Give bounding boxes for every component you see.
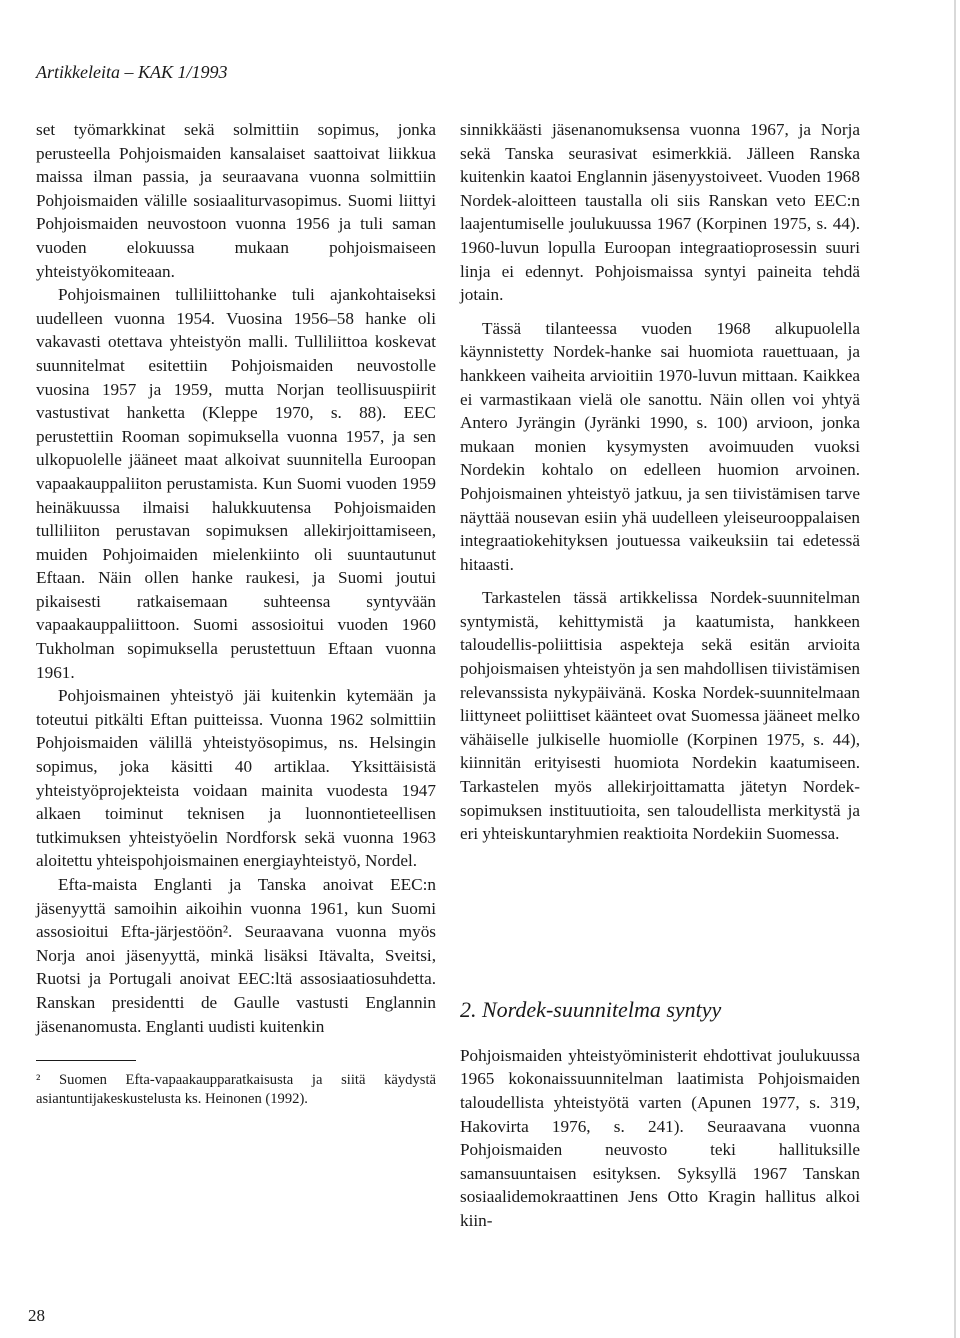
paragraph: Pohjoismainen tulliliittohanke tuli ajankohtaiseksi uudelleen vuonna 1954. Vuosina 1956–58 hanke oli vakavasti otettava yhteistyön malli. Tulliliittoa koskevat suunnitelmat esitettiin Pohjoismaiden neuvostolle vuosina 1957 ja 1959, mutta Norjan teollisuuspiirit vastustivat hanketta (Kleppe 1970, s. 88). EEC perustettiin Rooman sopimuksella vuonna 1957, ja sen ulkopuolelle jääneet maat alkoivat suunnitella Euroopan vapaakauppaliiton perustamista. Kun Suomi vuoden 1959 heinäkuussa ilmaisi halukkuutensa Pohjoismaiden tulliliiton perustavan sopimuksen allekirjoittamiseen, muiden Pohjoimaiden mielenkiinto oli suuntautunut Eftaan. Näin ollen hanke raukesi, ja Suomi joutui pikaisesti ratkaisemaan suhteensa syntyvään vapaakauppaliittoon. Suomi assosioitui vuoden 1960 Tukholman sopimuksella perustettuun Eftaan vuonna 1961. [36, 285, 436, 682]
section-spacer [460, 846, 860, 966]
running-head: Artikkeleita – KAK 1/1993 [36, 62, 228, 82]
footnote-rule [36, 1060, 136, 1061]
left-column [36, 118, 436, 1109]
footnote: ² Suomen Efta-vapaakaupparatkaisusta ja siitä käydystä asiantuntijakeskustelusta ks. Heinonen (1992). [36, 1072, 436, 1108]
paragraph: Efta-maista Englanti ja Tanska anoivat EEC:n jäsenyyttä samoihin aikoihin vuonna 1961, kun Suomi assosioitui Efta-järjestöön². Seuraavana vuonna myös Norja anoi jäsenyyttä, minkä lisäksi Itävalta, Sveitsi, Ruotsi ja Portugali anoivat EEC:ltä assosiaatiosuhdetta. Ranskan presidentti de Gaulle vastusti Englannin jäsenanomusta. Englanti uudisti kuitenkin [36, 875, 436, 1036]
paragraph: Tässä tilanteessa vuoden 1968 alkupuolella käynnistetty Nordek-hanke sai huomiota rauettuaan, ja hankkeen vaiheita arvioitiin 1970-luvun mittaan. Kaikkea ei varmastikaan vielä ole sanottu. Näin ollen voi yhtyä Antero Jyrängin (Jyränki 1990, s. 100) arvioon, jonka mukaan monien kysymysten avoimuuden vuoksi Nordekin kohtalo on edelleen huomion arvoinen. Pohjoismainen yhteistyö jatkuu, ja sen tiivistämisen tarve näyttää nousevan esiin yhä uudelleen yleiseurooppalaisen integraatiokehityksen joutuessa vaikeuksiin tai edetessä hitaasti. [460, 318, 860, 574]
paragraph: Pohjoismaiden yhteistyöministerit ehdottivat joulukuussa 1965 kokonaissuunnitelman laatimista Pohjoismaiden taloudellista yhteistyötä varten (Apunen 1977, s. 319, Hakovirta 1976, s. 241). Seuraavana vuonna Pohjoismaiden neuvosto teki hallituksille samansuuntaisen esityksen. Syksyllä 1967 Tanskan sosiaalidemokraattinen Jens Otto Kragin hallitus alkoi kiin- [460, 1045, 860, 1230]
paragraph: set työmarkkinat sekä solmittiin sopimus, jonka perusteella Pohjoismaiden kansalaiset saattoivat liikkua maissa ilman passia, ja seuraavana vuonna solmittiin Pohjoismaiden välille sosiaaliturvasopimus. Suomi liittyi Pohjoismaiden neuvostoon vuonna 1956 ja tuli saman vuoden elokuussa mukaan pohjoismaiseen yhteistyökomiteaan. [36, 120, 436, 281]
page-number: 28 [28, 1306, 45, 1325]
scan-edge-line [954, 0, 956, 1338]
paragraph: Tarkastelen tässä artikkelissa Nordek-suunnitelman syntymistä, kehittymistä ja kaatumista, hankkeen taloudellis-poliittisia aspekteja sekä esitän arvioita pohjoismaisen yhteistyön ja sen mahdollisen tiivistämisen relevanssista nykypäivänä. Koska Nordek-suunnitelmaan liittyneet poliittiset käänteet ovat Suomessa jääneet melko vähäiselle julkiselle huomiolle (Korpinen 1975, s. 44), kiinnitän erityisesti huomiota Nordekin kaatumiseen. Tarkastelen myös allekirjoittamatta jätetyn Nordek-sopimuksen instituutioita, sen taloudellista merkitystä ja eri yhteiskuntaryhmien reaktioita Nordekiin Suomessa. [460, 588, 860, 844]
right-column [460, 118, 860, 1233]
section-heading: 2. Nordek-suunnitelma syntyy [460, 996, 722, 1022]
paragraph: Pohjoismainen yhteistyö jäi kuitenkin kytemään ja toteutui pitkälti Eftan puitteissa. Vuonna 1962 solmittiin Pohjoismaiden välillä yhteistyösopimus, ns. Helsingin sopimus, joka käsitti 40 artiklaa. Yksittäisistä yhteistyöprojekteista voidaan mainita vuodesta 1947 alkaen toiminut teknisen ja luonnontieteellisen tutkimuksen yhteistyöelin Nordforsk sekä vuonna 1963 aloitettu yhteispohjoismainen energiayhteistyö, Nordel. [36, 686, 436, 871]
paragraph: sinnikkäästi jäsenanomuksensa vuonna 1967, ja Norja sekä Tanska seurasivat esimerkkiä. Jälleen Ranska kuitenkin kaatoi Englannin jäsenyystoiveet. Vuoden 1968 Nordek-aloitteen taustalla oli siis Ranskan veto EEC:n laajentumiselle joulukuussa 1967 (Korpinen 1975, s. 44). 1960-luvun lopulla Euroopan integraatioprosessin suuri linja ei edennyt. Pohjoismaissa syntyi paineita tehdä jotain. [460, 120, 860, 305]
